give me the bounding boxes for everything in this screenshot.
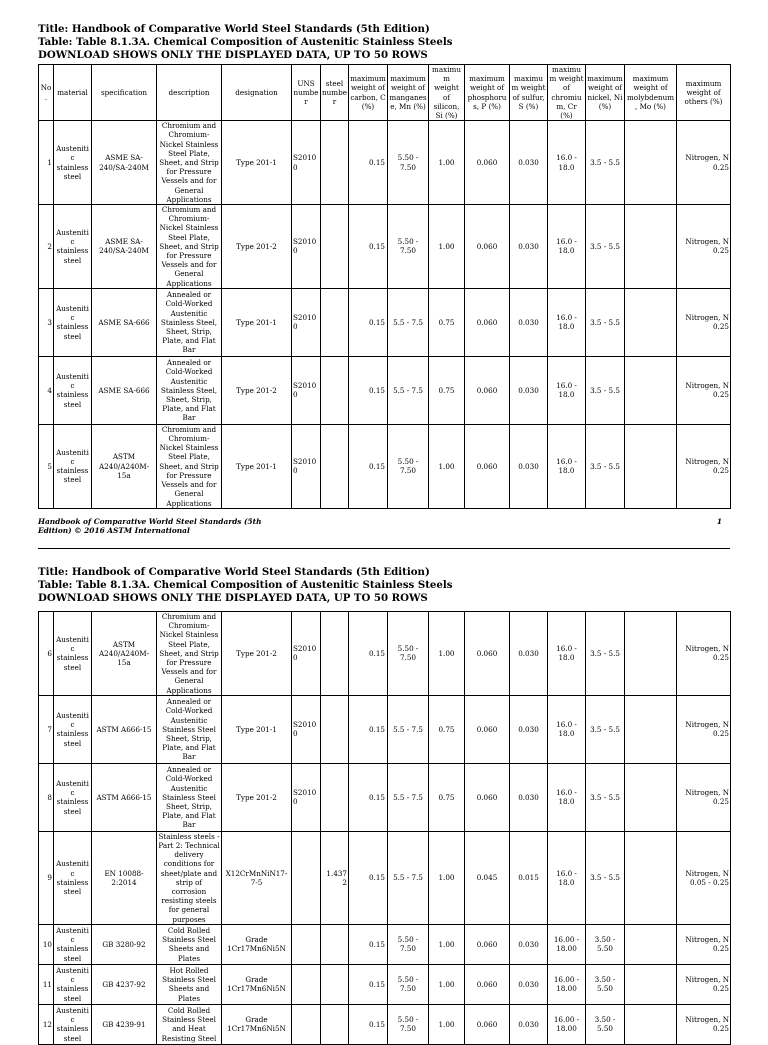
cell-material: Austenitic stainless steel [54, 288, 92, 356]
cell-material: Austenitic stainless steel [54, 695, 92, 763]
cell-material: Austenitic stainless steel [54, 612, 92, 696]
cell-s: 0.030 [510, 924, 548, 964]
cell-p: 0.060 [465, 205, 510, 289]
column-header: UNS number [292, 65, 321, 121]
cell-designation: Type 201-2 [222, 612, 292, 696]
cell-uns [292, 924, 321, 964]
cell-p: 0.060 [465, 612, 510, 696]
cell-others: Nitrogen, N 0.25 [677, 288, 731, 356]
cell-designation: Type 201-2 [222, 356, 292, 424]
cell-ni: 3.50 - 5.50 [586, 964, 625, 1004]
cell-others: Nitrogen, N 0.25 [677, 1004, 731, 1044]
cell-uns: S20100 [292, 424, 321, 508]
cell-s: 0.030 [510, 695, 548, 763]
cell-ni: 3.50 - 5.50 [586, 1004, 625, 1044]
cell-uns [292, 1004, 321, 1044]
cell-s: 0.015 [510, 831, 548, 924]
cell-s: 0.030 [510, 964, 548, 1004]
cell-cr: 16.0 - 18.0 [548, 121, 586, 205]
cell-designation: Type 201-1 [222, 121, 292, 205]
cell-others: Nitrogen, N 0.25 [677, 121, 731, 205]
cell-si: 0.75 [429, 763, 465, 831]
cell-s: 0.030 [510, 288, 548, 356]
cell-p: 0.060 [465, 356, 510, 424]
document-title: Title: Handbook of Comparative World Steel Standards (5th Edition) [38, 23, 430, 35]
cell-material: Austenitic stainless steel [54, 424, 92, 508]
cell-designation: Type 201-1 [222, 695, 292, 763]
cell-p: 0.060 [465, 763, 510, 831]
cell-material: Austenitic stainless steel [54, 356, 92, 424]
column-header: maximum weight of manganese, Mn (%) [388, 65, 429, 121]
cell-si: 0.75 [429, 695, 465, 763]
cell-p: 0.060 [465, 1004, 510, 1044]
column-header: No. [39, 65, 54, 121]
cell-specification: GB 3280-92 [92, 924, 157, 964]
cell-mo [625, 424, 677, 508]
cell-material: Austenitic stainless steel [54, 763, 92, 831]
cell-cr: 16.0 - 18.0 [548, 424, 586, 508]
cell-uns [292, 964, 321, 1004]
cell-steel-number [321, 356, 349, 424]
cell-cr: 16.00 - 18.00 [548, 1004, 586, 1044]
cell-si: 1.00 [429, 121, 465, 205]
cell-material: Austenitic stainless steel [54, 205, 92, 289]
cell-c: 0.15 [349, 831, 388, 924]
cell-si: 1.00 [429, 205, 465, 289]
cell-s: 0.030 [510, 763, 548, 831]
cell-description: Annealed or Cold-Worked Austenitic Stainless Steel, Sheet, Strip, Plate, and Flat Bar [157, 356, 222, 424]
cell-steel-number [321, 424, 349, 508]
cell-c: 0.15 [349, 356, 388, 424]
cell-no: 1 [39, 121, 54, 205]
column-header: specification [92, 65, 157, 121]
composition-table-page-1 [38, 64, 731, 509]
cell-specification: ASME SA-666 [92, 356, 157, 424]
cell-ni: 3.5 - 5.5 [586, 424, 625, 508]
cell-si: 0.75 [429, 288, 465, 356]
cell-no: 8 [39, 763, 54, 831]
cell-mn: 5.50 - 7.50 [388, 205, 429, 289]
cell-si: 1.00 [429, 612, 465, 696]
cell-uns: S20100 [292, 121, 321, 205]
table-row [39, 831, 731, 924]
cell-ni: 3.50 - 5.50 [586, 924, 625, 964]
cell-mo [625, 1004, 677, 1044]
cell-others: Nitrogen, N 0.25 [677, 612, 731, 696]
cell-mn: 5.5 - 7.5 [388, 763, 429, 831]
table-row [39, 924, 731, 964]
cell-c: 0.15 [349, 288, 388, 356]
cell-specification: GB 4237-92 [92, 964, 157, 1004]
cell-p: 0.060 [465, 924, 510, 964]
cell-description: Hot Rolled Stainless Steel Sheets and Plates [157, 964, 222, 1004]
table-row [39, 612, 731, 696]
column-header: steel number [321, 65, 349, 121]
cell-steel-number [321, 1004, 349, 1044]
cell-mn: 5.50 - 7.50 [388, 964, 429, 1004]
cell-uns: S20100 [292, 205, 321, 289]
cell-description: Cold Rolled Stainless Steel Sheets and Plates [157, 924, 222, 964]
table-row [39, 695, 731, 763]
table-row [39, 121, 731, 205]
cell-ni: 3.5 - 5.5 [586, 121, 625, 205]
cell-mo [625, 121, 677, 205]
cell-ni: 3.5 - 5.5 [586, 695, 625, 763]
footer-page-number: 1 [716, 517, 722, 526]
cell-cr: 16.00 - 18.00 [548, 924, 586, 964]
cell-description: Chromium and Chromium-Nickel Stainless Steel Plate, Sheet, and Strip for Pressure Vessels and for General Applications [157, 205, 222, 289]
cell-material: Austenitic stainless steel [54, 924, 92, 964]
cell-description: Chromium and Chromium-Nickel Stainless Steel Plate, Sheet, and Strip for Pressure Vessels and for General Applications [157, 424, 222, 508]
cell-designation: X12CrMnNiN17-7-5 [222, 831, 292, 924]
cell-designation: Type 201-2 [222, 763, 292, 831]
column-header: maximum weight of silicon, Si (%) [429, 65, 465, 121]
footer-copyright: Handbook of Comparative World Steel Standards (5th Edition) © 2016 ASTM International [38, 517, 262, 535]
cell-steel-number [321, 121, 349, 205]
cell-cr: 16.0 - 18.0 [548, 695, 586, 763]
cell-c: 0.15 [349, 1004, 388, 1044]
page-2 [38, 566, 730, 1045]
column-header: material [54, 65, 92, 121]
cell-p: 0.060 [465, 695, 510, 763]
cell-p: 0.045 [465, 831, 510, 924]
table-title: Table: Table 8.1.3A. Chemical Composition of Austenitic Stainless Steels [38, 36, 453, 48]
column-header: maximum weight of nickel, Ni (%) [586, 65, 625, 121]
column-header: maximum weight of chromium, Cr (%) [548, 65, 586, 121]
cell-uns: S20100 [292, 288, 321, 356]
cell-specification: ASME SA-240/SA-240M [92, 205, 157, 289]
download-note: DOWNLOAD SHOWS ONLY THE DISPLAYED DATA, UP TO 50 ROWS [38, 49, 428, 61]
cell-others: Nitrogen, N 0.05 - 0.25 [677, 831, 731, 924]
cell-specification: EN 10088-2:2014 [92, 831, 157, 924]
cell-cr: 16.0 - 18.0 [548, 205, 586, 289]
cell-s: 0.030 [510, 356, 548, 424]
cell-no: 4 [39, 356, 54, 424]
cell-ni: 3.5 - 5.5 [586, 288, 625, 356]
cell-c: 0.15 [349, 695, 388, 763]
cell-mn: 5.50 - 7.50 [388, 924, 429, 964]
cell-uns [292, 831, 321, 924]
cell-specification: ASTM A666-15 [92, 695, 157, 763]
cell-p: 0.060 [465, 288, 510, 356]
cell-description: Annealed or Cold-Worked Austenitic Stainless Steel, Sheet, Strip, Plate, and Flat Bar [157, 288, 222, 356]
cell-no: 5 [39, 424, 54, 508]
cell-cr: 16.0 - 18.0 [548, 831, 586, 924]
cell-specification: GB 4239-91 [92, 1004, 157, 1044]
cell-designation: Grade 1Cr17Mn6Ni5N [222, 924, 292, 964]
cell-others: Nitrogen, N 0.25 [677, 964, 731, 1004]
table-row [39, 356, 731, 424]
cell-specification: ASTM A240/A240M-15a [92, 424, 157, 508]
cell-others: Nitrogen, N 0.25 [677, 924, 731, 964]
cell-mn: 5.5 - 7.5 [388, 288, 429, 356]
column-header: maximum weight of sulfur, S (%) [510, 65, 548, 121]
cell-si: 1.00 [429, 831, 465, 924]
cell-others: Nitrogen, N 0.25 [677, 205, 731, 289]
cell-description: Annealed or Cold-Worked Austenitic Stainless Steel Sheet, Strip, Plate, and Flat Bar [157, 695, 222, 763]
cell-mn: 5.50 - 7.50 [388, 1004, 429, 1044]
page-separator [38, 548, 730, 549]
cell-mo [625, 831, 677, 924]
cell-steel-number [321, 205, 349, 289]
column-header: designation [222, 65, 292, 121]
cell-steel-number [321, 964, 349, 1004]
cell-s: 0.030 [510, 205, 548, 289]
column-header: description [157, 65, 222, 121]
cell-si: 0.75 [429, 356, 465, 424]
cell-si: 1.00 [429, 924, 465, 964]
cell-uns: S20100 [292, 356, 321, 424]
cell-no: 11 [39, 964, 54, 1004]
cell-material: Austenitic stainless steel [54, 831, 92, 924]
cell-ni: 3.5 - 5.5 [586, 763, 625, 831]
cell-mo [625, 924, 677, 964]
cell-specification: ASTM A240/A240M-15a [92, 612, 157, 696]
cell-specification: ASTM A666-15 [92, 763, 157, 831]
table-row [39, 424, 731, 508]
cell-no: 3 [39, 288, 54, 356]
cell-others: Nitrogen, N 0.25 [677, 424, 731, 508]
cell-mn: 5.50 - 7.50 [388, 612, 429, 696]
cell-others: Nitrogen, N 0.25 [677, 763, 731, 831]
cell-mn: 5.5 - 7.5 [388, 356, 429, 424]
cell-specification: ASME SA-666 [92, 288, 157, 356]
cell-designation: Grade 1Cr17Mn6Ni5N [222, 1004, 292, 1044]
cell-c: 0.15 [349, 205, 388, 289]
column-header: maximum weight of phosphorus, P (%) [465, 65, 510, 121]
download-note-2: DOWNLOAD SHOWS ONLY THE DISPLAYED DATA, UP TO 50 ROWS [38, 592, 428, 604]
table-row [39, 1004, 731, 1044]
cell-mn: 5.5 - 7.5 [388, 695, 429, 763]
cell-designation: Grade 1Cr17Mn6Ni5N [222, 964, 292, 1004]
cell-steel-number [321, 763, 349, 831]
table-row [39, 964, 731, 1004]
column-header: maximum weight of others (%) [677, 65, 731, 121]
cell-designation: Type 201-2 [222, 205, 292, 289]
cell-si: 1.00 [429, 964, 465, 1004]
cell-s: 0.030 [510, 424, 548, 508]
cell-c: 0.15 [349, 924, 388, 964]
cell-s: 0.030 [510, 121, 548, 205]
cell-mo [625, 288, 677, 356]
cell-mo [625, 612, 677, 696]
cell-cr: 16.0 - 18.0 [548, 612, 586, 696]
cell-si: 1.00 [429, 424, 465, 508]
cell-s: 0.030 [510, 1004, 548, 1044]
cell-c: 0.15 [349, 612, 388, 696]
cell-no: 2 [39, 205, 54, 289]
cell-c: 0.15 [349, 121, 388, 205]
cell-cr: 16.0 - 18.0 [548, 288, 586, 356]
cell-material: Austenitic stainless steel [54, 121, 92, 205]
cell-mo [625, 205, 677, 289]
cell-description: Cold Rolled Stainless Steel and Heat Resisting Steel [157, 1004, 222, 1044]
cell-specification: ASME SA-240/SA-240M [92, 121, 157, 205]
table-title-2: Table: Table 8.1.3A. Chemical Composition of Austenitic Stainless Steels [38, 579, 453, 591]
cell-mo [625, 695, 677, 763]
cell-no: 6 [39, 612, 54, 696]
cell-p: 0.060 [465, 121, 510, 205]
page-1 [38, 23, 730, 509]
cell-mn: 5.50 - 7.50 [388, 121, 429, 205]
cell-material: Austenitic stainless steel [54, 1004, 92, 1044]
cell-mo [625, 356, 677, 424]
cell-uns: S20100 [292, 695, 321, 763]
cell-no: 12 [39, 1004, 54, 1044]
cell-steel-number: 1.4372 [321, 831, 349, 924]
cell-mn: 5.50 - 7.50 [388, 424, 429, 508]
cell-ni: 3.5 - 5.5 [586, 205, 625, 289]
cell-material: Austenitic stainless steel [54, 964, 92, 1004]
cell-description: Chromium and Chromium-Nickel Stainless Steel Plate, Sheet, and Strip for Pressure Vessels and for General Applications [157, 121, 222, 205]
cell-mo [625, 964, 677, 1004]
cell-steel-number [321, 288, 349, 356]
cell-no: 9 [39, 831, 54, 924]
table-row [39, 205, 731, 289]
cell-steel-number [321, 612, 349, 696]
cell-steel-number [321, 924, 349, 964]
page-footer [38, 517, 730, 535]
document-title-2: Title: Handbook of Comparative World Steel Standards (5th Edition) [38, 566, 430, 578]
cell-uns: S20100 [292, 612, 321, 696]
cell-others: Nitrogen, N 0.25 [677, 695, 731, 763]
cell-description: Annealed or Cold-Worked Austenitic Stainless Steel Sheet, Strip, Plate, and Flat Bar [157, 763, 222, 831]
cell-mo [625, 763, 677, 831]
cell-cr: 16.0 - 18.0 [548, 763, 586, 831]
cell-description: Stainless steels - Part 2: Technical delivery conditions for sheet/plate and strip of corrosion resisting steels for general purposes [158, 831, 220, 924]
column-header: maximum weight of molybdenum, Mo (%) [625, 65, 677, 121]
cell-designation: Type 201-1 [222, 424, 292, 508]
cell-description: Chromium and Chromium-Nickel Stainless Steel Plate, Sheet, and Strip for Pressure Vessels and for General Applications [157, 612, 222, 696]
cell-steel-number [321, 695, 349, 763]
cell-no: 7 [39, 695, 54, 763]
cell-mn: 5.5 - 7.5 [388, 831, 429, 924]
cell-si: 1.00 [429, 1004, 465, 1044]
cell-ni: 3.5 - 5.5 [586, 356, 625, 424]
column-header: maximum weight of carbon, C (%) [349, 65, 388, 121]
cell-ni: 3.5 - 5.5 [586, 612, 625, 696]
cell-cr: 16.00 - 18.00 [548, 964, 586, 1004]
cell-p: 0.060 [465, 964, 510, 1004]
cell-p: 0.060 [465, 424, 510, 508]
cell-cr: 16.0 - 18.0 [548, 356, 586, 424]
cell-c: 0.15 [349, 964, 388, 1004]
table-row [39, 288, 731, 356]
cell-no: 10 [39, 924, 54, 964]
table-row [39, 763, 731, 831]
cell-s: 0.030 [510, 612, 548, 696]
cell-c: 0.15 [349, 763, 388, 831]
cell-designation: Type 201-1 [222, 288, 292, 356]
cell-ni: 3.5 - 5.5 [586, 831, 625, 924]
cell-others: Nitrogen, N 0.25 [677, 356, 731, 424]
composition-table-page-2 [38, 611, 731, 1045]
cell-uns: S20100 [292, 763, 321, 831]
cell-c: 0.15 [349, 424, 388, 508]
